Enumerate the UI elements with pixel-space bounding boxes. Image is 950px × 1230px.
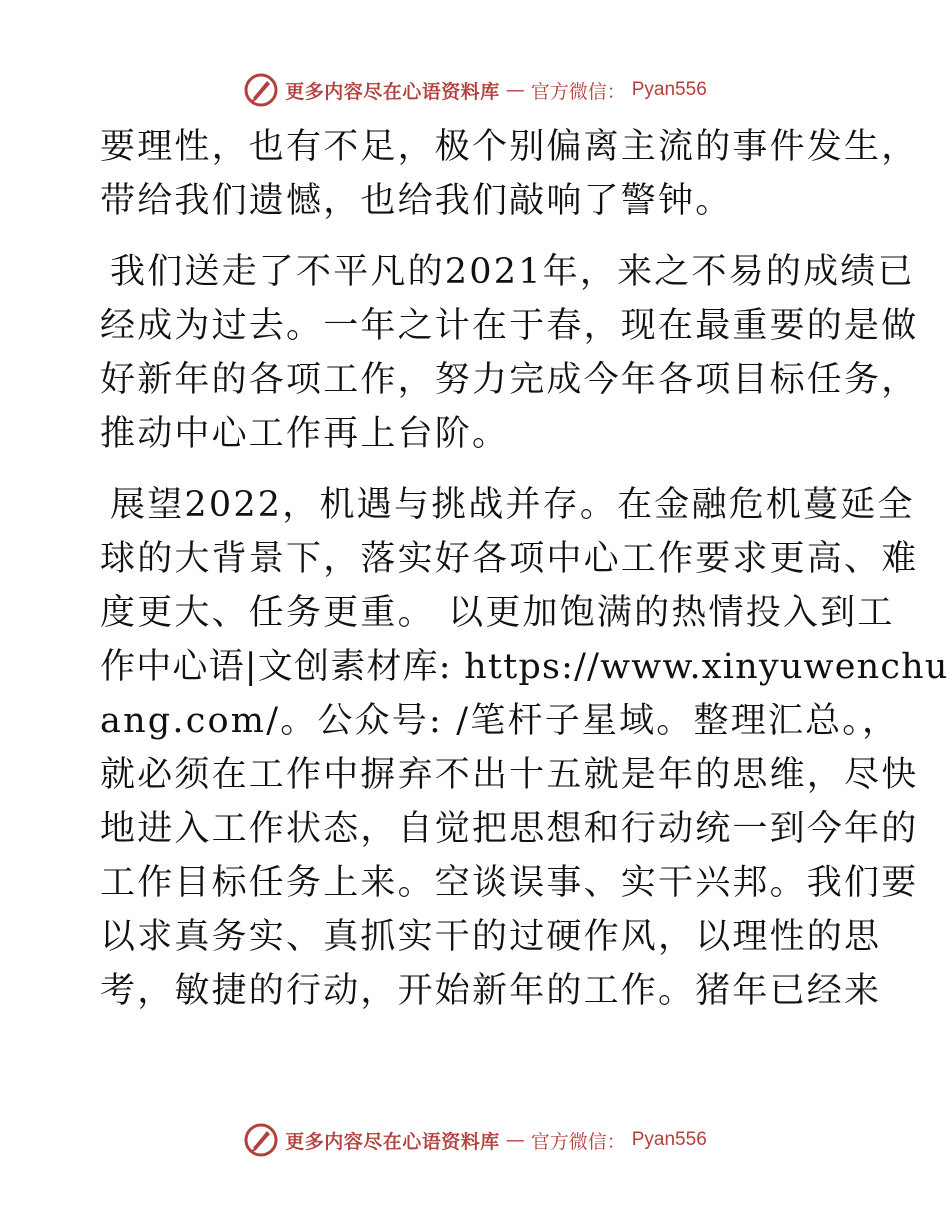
quill-pen-logo-icon [243, 1122, 279, 1158]
header-separator: — [505, 79, 525, 101]
text-line: 以求真务实、真抓实干的过硬作风，以理性的思 [100, 917, 882, 957]
footer-banner [0, 1120, 950, 1160]
text-line: 度更大、任务更重。 以更加饱满的热情投入到工 [100, 593, 895, 633]
footer-site-text: 更多内容尽在心语资料库 [285, 1130, 500, 1153]
paragraph-1 [100, 120, 919, 228]
footer-contact-label: 官方微信： [530, 1130, 626, 1153]
quill-pen-logo-icon [243, 72, 279, 108]
text-line: 工作目标任务上来。空谈误事、实干兴邦。我们要 [100, 863, 919, 903]
paragraph-3 [100, 478, 949, 1018]
text-line: 要理性，也有不足，极个别偏离主流的事件发生， [100, 127, 919, 167]
text-line: 作中心语|文创素材库: https://www.xinyuwenchu [100, 647, 949, 687]
text-line: 我们送走了不平凡的2021年，来之不易的成绩已 [110, 252, 915, 292]
text-line: 带给我们遗憾，也给我们敲响了警钟。 [100, 181, 733, 221]
text-line: 球的大背景下，落实好各项中心工作要求更高、难 [100, 539, 919, 579]
document-body [100, 120, 949, 1035]
text-line: 好新年的各项工作，努力完成今年各项目标任务， [100, 360, 919, 400]
header-contact-id: Pyan556 [631, 79, 707, 100]
header-banner [0, 70, 950, 110]
header-site-text: 更多内容尽在心语资料库 [285, 80, 500, 103]
text-line: ang.com/。公众号: /笔杆子星域。整理汇总。， [100, 701, 900, 741]
header-contact-label: 官方微信： [530, 80, 626, 103]
footer-contact-id: Pyan556 [631, 1129, 707, 1150]
text-line: 经成为过去。一年之计在于春，现在最重要的是做 [100, 306, 919, 346]
paragraph-2 [100, 245, 919, 461]
text-line: 推动中心工作再上台阶。 [100, 414, 510, 454]
text-line: 考，敏捷的行动，开始新年的工作。猪年已经来 [100, 971, 882, 1011]
text-line: 展望2022，机遇与挑战并存。在金融危机蔓延全 [110, 485, 915, 525]
text-line: 地进入工作状态，自觉把思想和行动统一到今年的 [100, 809, 919, 849]
text-line: 就必须在工作中摒弃不出十五就是年的思维，尽快 [100, 755, 919, 795]
footer-separator: — [505, 1129, 525, 1151]
